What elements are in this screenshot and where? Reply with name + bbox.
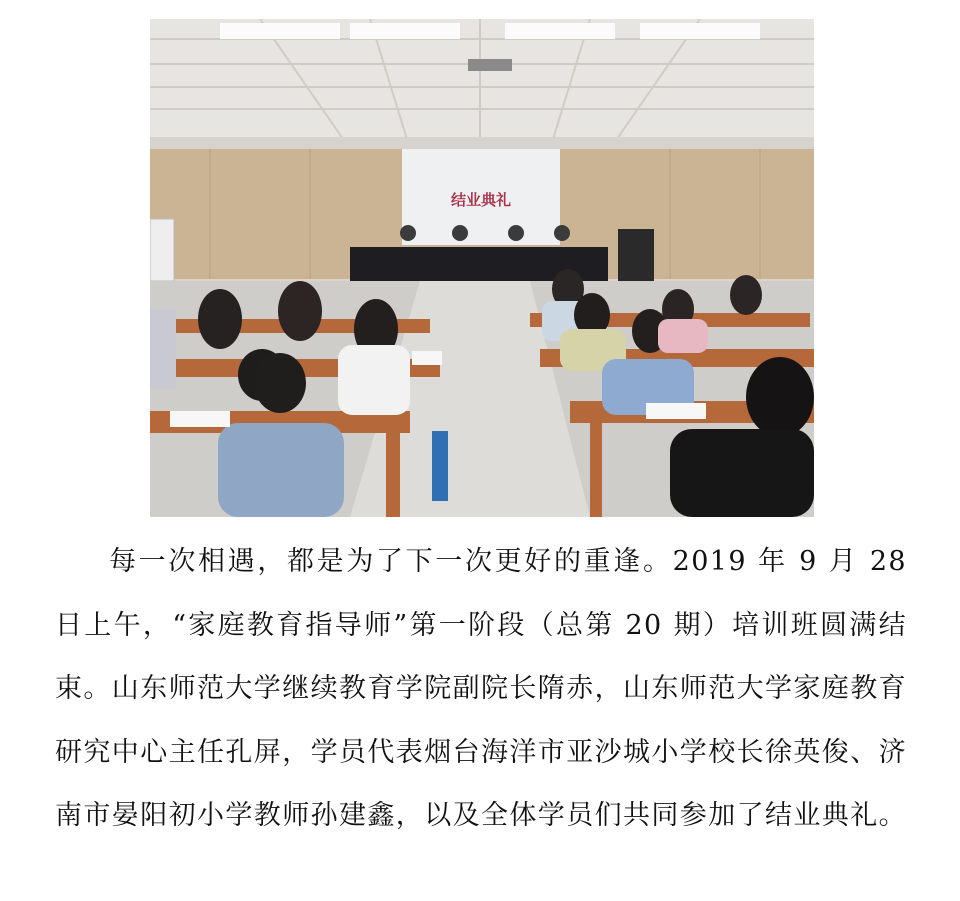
classroom-scene [150, 19, 814, 517]
projector [468, 59, 512, 71]
classroom-photo [150, 19, 814, 517]
podium [618, 229, 654, 285]
air-conditioner [150, 219, 174, 281]
article-paragraph: 每一次相遇，都是为了下一次更好的重逢。2019 年 9 月 28 日上午，“家庭教育指导师”第一阶段（总第 20 期）培训班圆满结束。山东师范大学继续教育学院副院长隋赤，山东师范大学家庭教育研究中心主任孔屏，学员代表烟台海洋市亚沙城小学校长徐英俊、济南市晏阳初小学教师孙建鑫，以及全体学员们共同参加了结业典礼。 [55, 546, 907, 831]
book-bag [432, 431, 448, 501]
screen-title: 结业典礼 [450, 191, 512, 209]
ceiling-beam [150, 137, 814, 151]
